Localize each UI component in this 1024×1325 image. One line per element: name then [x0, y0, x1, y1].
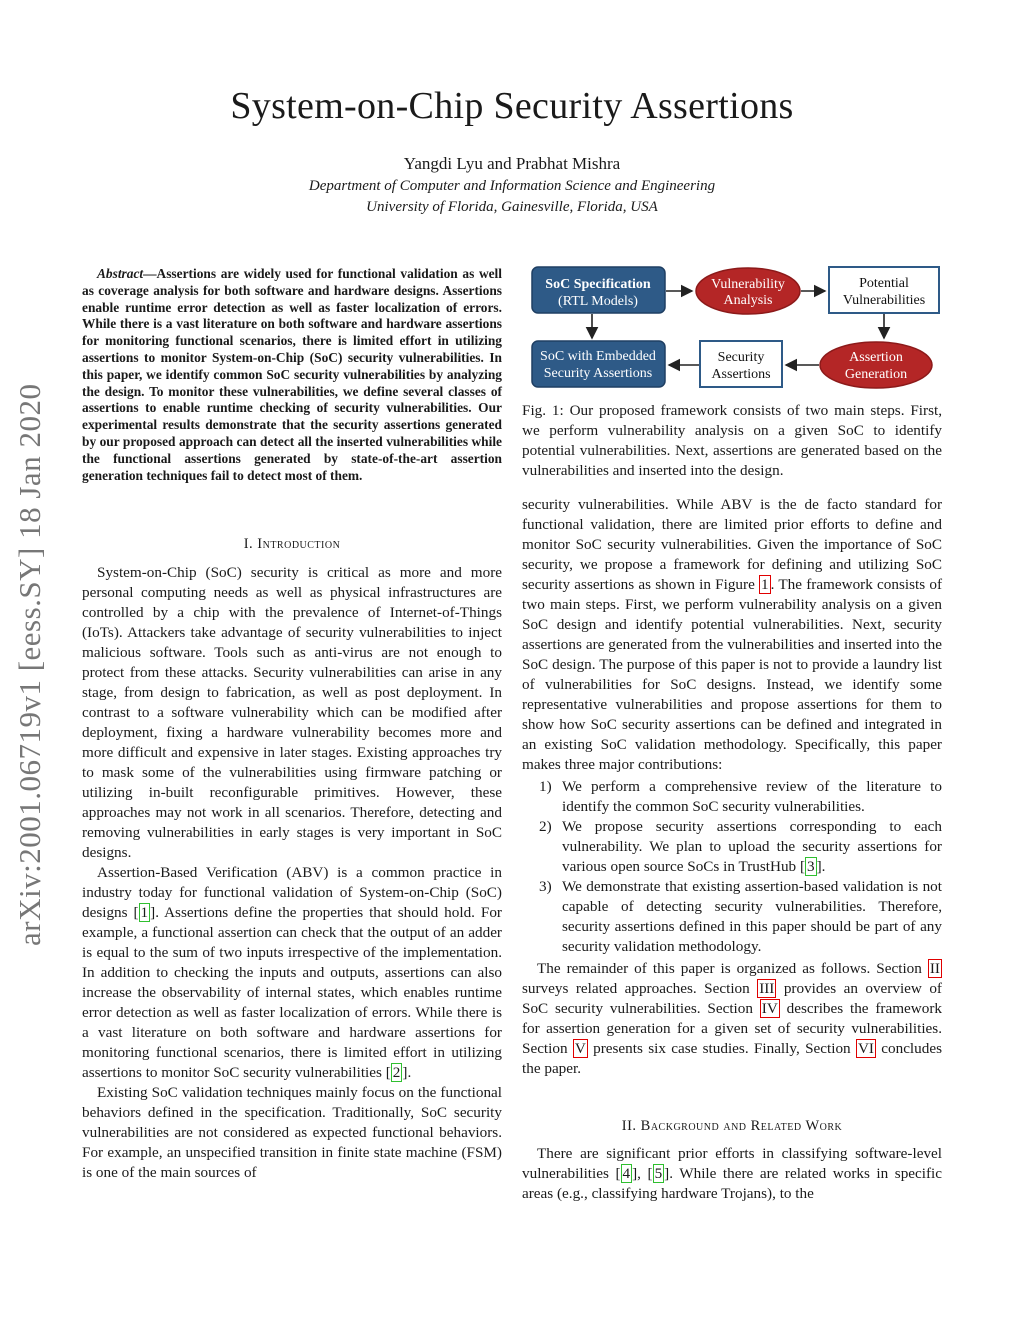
citation-link[interactable]: 2 [392, 1064, 401, 1081]
figure-caption: Fig. 1: Our proposed framework consists of two main steps. First, we perform vulnerability analysis on a given SoC to identify potential vulnerabilities. Next, assertions are generated based on the vulnerabilities and inserted into the design. [522, 402, 942, 479]
paper-title: System-on-Chip Security Assertions [230, 85, 794, 127]
vuln-analysis-label-1: Vulnerability [711, 277, 785, 292]
contributions-list [522, 777, 942, 957]
intro-paragraph-2: Assertion-Based Verification (ABV) is a common practice in industry today for functional validation of System-on-Chip (SoC) designs [ 1 ]. Assertions define the properties that should hold. For example, a functional assertion can check that the output of an adder is equal to the sum of two inputs irrespective of the implementation. In addition to checking the inputs and outputs, assertions can also increase the observability of internal states, which enables runtime error detection as well as faster localization of errors. While there is a vast literature on both software and hardware assertions for monitoring functional scenarios, there is limited effort in utilizing assertions to monitor SoC security vulnerabilities [ 2 ]. [82, 864, 502, 1081]
list-item: 3) We demonstrate that existing assertion-based validation is not capable of detecting security vulnerabilities. Therefore, security assertions defined in this paper should be part of any security validation methodology. [539, 878, 942, 955]
arxiv-stamp[interactable]: arXiv:2001.06719v1 [eess.SY] 18 Jan 2020 [12, 383, 47, 946]
section-link[interactable]: V [574, 1040, 586, 1057]
abstract-label: Abstract [97, 266, 144, 281]
soc-spec-label-1: SoC Specification [545, 277, 651, 292]
intro-body [82, 563, 502, 1183]
section-link[interactable]: II [929, 960, 940, 977]
potential-label-2: Vulnerabilities [842, 293, 926, 308]
potential-vulnerabilities-node [829, 267, 939, 313]
embedded-label-1: SoC with Embedded [540, 349, 656, 364]
list-item: 1) We perform a comprehensive review of the literature to identify the common SoC security vulnerabilities. [539, 778, 942, 815]
framework-figure [522, 262, 946, 394]
soc-spec-label-2: (RTL Models) [558, 294, 638, 309]
security-assertions-node [700, 341, 782, 387]
citation-link[interactable]: 1 [140, 904, 149, 921]
citation-link[interactable]: 4 [622, 1165, 631, 1182]
background-body [522, 1144, 942, 1204]
right-body [522, 495, 942, 1079]
soc-spec-node [532, 267, 665, 313]
potential-label-1: Potential [859, 276, 909, 291]
right-paragraph-2: The remainder of this paper is organized as follows. Section II surveys related approaches. Section III provides an overview of SoC security vulnerabilities. Section IV describes the framework for assertion generation for a given set of security vulnerabilities. Section V presents six case studies. Finally, Section VI concludes the paper. [522, 960, 942, 1077]
section-1-title: I. Introduction [243, 536, 341, 552]
embedded-label-2: Security Assertions [543, 366, 653, 381]
citation-link[interactable]: 5 [654, 1165, 663, 1182]
background-paragraph-1: There are significant prior efforts in classifying software-level vulnerabilities [ 4 ], [ 5 ]. While there are related works in specific areas (e.g., classifying hardware Trojans), to the [522, 1145, 943, 1202]
figure-link[interactable]: 1 [761, 576, 769, 593]
security-label-2: Assertions [711, 367, 771, 382]
university: University of Florida, Gainesville, Florida, USA [366, 199, 658, 215]
assertion-generation-node [820, 342, 932, 388]
abstract [82, 266, 502, 484]
abstract-text: —Assertions are widely used for functional validation as well as coverage analysis for both software and hardware designs. Assertions enable runtime error detection as well as faster localization of errors. While there is a vast literature on both software and hardware assertions for monitoring functional scenarios, there is limited effort in utilizing assertions to monitor System-on-Chip (SoC) security vulnerabilities. In this paper, we identify common SoC security vulnerabilities by analyzing the design. To monitor these vulnerabilities, we define several classes of assertions to enable runtime checking of security vulnerabilities. Our experimental results demonstrate that the security assertions generated by our proposed approach can detect all the inserted vulnerabilities while the functional assertions generated by state-of-the-art assertion generation techniques fail to detect most of them. [82, 266, 502, 483]
embedded-assertions-node [532, 341, 665, 387]
authors: Yangdi Lyu and Prabhat Mishra [403, 154, 621, 173]
vuln-analysis-label-2: Analysis [723, 293, 773, 308]
generation-label-1: Assertion [849, 350, 903, 365]
section-link[interactable]: VI [857, 1040, 874, 1057]
section-2-title: II. Background and Related Work [621, 1118, 843, 1134]
list-item: 2) We propose security assertions corresponding to each vulnerability. We plan to upload the security assertions for various open source SoCs in TrustHub [ 3 ]. [539, 818, 942, 875]
vulnerability-analysis-node [696, 268, 800, 314]
section-link[interactable]: III [759, 980, 775, 997]
section-link[interactable]: IV [761, 1000, 778, 1017]
security-label-1: Security [717, 350, 765, 365]
department: Department of Computer and Information Science and Engineering [308, 178, 716, 194]
generation-label-2: Generation [844, 367, 908, 382]
intro-paragraph-1: System-on-Chip (SoC) security is critical as more and more personal computing needs as well as physical infrastructures are controlled by a chip with the prevalence of Internet-of-Things (IoTs). Attackers take advantage of security vulnerabilities to inject malicious software. Tools such as anti-virus are not enough to protect from these attacks. Security vulnerabilities can arise in any stage, from design to fabrication, as well as post deployment. In contrast to a software vulnerability which can be modified after deployment, fixing a hardware vulnerability becomes more and more difficult and expensive in later stages. Existing approaches try to mask some of the vulnerabilities using firmware patching or utilizing in-built reconfigurable primitives. However, these approaches may not work in all scenarios. Therefore, detecting and removing vulnerabilities in early stages is very important in SoC designs. [82, 564, 502, 861]
citation-link[interactable]: 3 [807, 858, 815, 875]
right-paragraph-1: security vulnerabilities. While ABV is the de facto standard for functional validation, there are limited prior efforts to define and monitor SoC security vulnerabilities. Given the importance of SoC security, we propose a framework for defining and utilizing SoC security assertions as shown in Figure 1 . The framework consists of two main steps. First, we perform vulnerability analysis on a given SoC design and identify potential vulnerabilities. Next, security assertions are generated from the vulnerabilities and inserted into the SoC design. The purpose of this paper is not to provide a laundry list of vulnerabilities for SoC designs. Instead, we identify some representative vulnerabilities and propose assertions for them to show how SoC security assertions can be defined and integrated in an existing SoC validation methodology. Specifically, this paper makes three major contributions: [522, 496, 943, 773]
intro-paragraph-3: Existing SoC validation techniques mainly focus on the functional behaviors defined in the specification. Traditionally, SoC security vulnerabilities are not considered as expected functional behaviors. For example, an unspecified transition in finite state machine (FSM) is one of the main sources of [82, 1084, 502, 1181]
